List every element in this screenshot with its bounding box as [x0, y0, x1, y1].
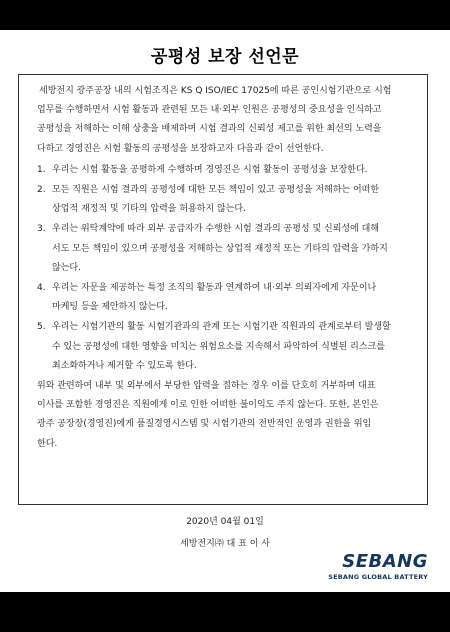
- list-item: [37, 318, 411, 376]
- item-number: 1.: [37, 164, 46, 175]
- page-title: 공평성 보장 선언문: [150, 47, 300, 67]
- item-text: 모든 직원은 시험 결과의 공평성에 대한 모든 책임이 있고 공평성을 저해하는 어떠한 상업적 재정적 및 기타의 압력을 허용하지 않는다.: [52, 185, 380, 215]
- logo-wordmark: SEBANG: [342, 551, 428, 572]
- item-text: 우리는 자문을 제공하는 특정 조직의 활동과 연계하여 내·외부 의뢰자에게 자문이나 마케팅 등을 제안하지 않는다.: [52, 283, 377, 313]
- signer-line: 세방전지㈜ 대 표 이 사: [180, 539, 270, 549]
- item-text: 우리는 위탁계약에 따라 외부 공급자가 수행한 시험 결과의 공평성 및 신뢰성에 대해 서도 모든 책임이 있으며 공평성을 저해하는 상업적 재정적 또는 기타의 압력을 가하지 않는다.: [52, 224, 388, 273]
- item-number: 2.: [37, 185, 46, 196]
- item-number: 3.: [37, 224, 46, 235]
- closing-paragraph: 위와 관련하여 내부 및 외부에서 부당한 압력을 접하는 경우 이를 단호히 거부하며 대표 이사를 포함한 경영진은 직원에게 이로 인한 어떠한 불이익도 주지 않는다. 또한, 본인은 광주 공장장(경영진)에게 품질경영시스템 및 시험기관의 전반적인 운영과 권한을 위임 한다.: [37, 381, 379, 449]
- list-item: [37, 279, 411, 317]
- declaration-list: [37, 161, 411, 376]
- list-item: [37, 220, 411, 278]
- list-item: [37, 181, 411, 219]
- sebang-logo: [318, 552, 428, 581]
- list-item: [37, 161, 411, 180]
- item-number: 4.: [37, 283, 46, 294]
- intro-paragraph: 세방전지 광주공장 내의 시험조직은 KS Q ISO/IEC 17025에 따른 공인시험기관으로 시험 업무를 수행하면서 시험 활동과 관련된 모든 내·외부 인원은 공평성의 중요성을 인식하고 공평성을 저해하는 이해 상충을 배제하며 시험 결과의 신뢰성 제고를 위한 최선의 노력을 다하고 경영진은 시험 활동의 공평성을 보장하고자 다음과 같이 선언한다.: [37, 86, 392, 154]
- logo-tagline: SEBANG GLOBAL BATTERY: [328, 573, 428, 581]
- document-page: [0, 30, 450, 592]
- item-text: 우리는 시험기관의 활동 시험기관과의 관계 또는 시험기관 직원과의 관계로부터 발생할 수 있는 공평성에 대한 영향을 미치는 위험요소를 지속해서 파악하여 식별된 리스크를 최소화하거나 제거할 수 있도록 한다.: [52, 322, 391, 371]
- declaration-date: 2020년 04월 01일: [186, 517, 264, 527]
- item-text: 우리는 시험 활동을 공평하게 수행하며 경영진은 시험 활동이 공평성을 보장한다.: [52, 164, 368, 175]
- item-number: 5.: [37, 322, 46, 333]
- declaration-body: [37, 82, 411, 456]
